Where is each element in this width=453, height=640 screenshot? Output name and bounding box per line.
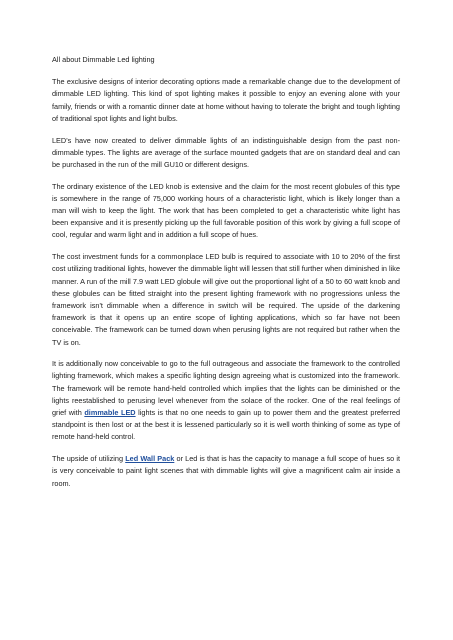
paragraph-wall-pack-text-after: or Led is that is has the capacity to manage a full scope of hues so it is very conceivable to paint light scenes that with dimmable lights will give a magnificent calm air inside a room. xyxy=(52,454,400,488)
paragraph-cost-savings: The cost investment funds for a commonplace LED bulb is required to associate with 10 to 20% of the first cost utilizing traditional lights, however the dimmable light will lessen that still further when diminished in like manner. A run of the mill 7.9 watt LED globule will give out the proportional light of a 50 to 60 watt knob and these globules can be fitted straight into the present lighting framework with no progressions unless the framework isn't dimmable when a difference in switch will be required. The upside of the darkening framework is that it opens up an entire scope of lighting applications, which so far have not been conceivable. The framework can be turned down when perusing lights are not required but rather when the TV is on. xyxy=(52,252,400,347)
document-title: All about Dimmable Led lighting xyxy=(52,55,155,64)
paragraph-led-designs: LED's have now created to deliver dimmable lights of an indistinguishable design from the past non-dimmable types. The lights are average of the surface mounted gadgets that are on standard deal and can be purchased in the run of the mill GU10 or different designs. xyxy=(52,135,400,169)
dimmable-led-link[interactable]: dimmable LED xyxy=(84,408,136,418)
document-page xyxy=(52,54,400,499)
paragraph-lifespan: The ordinary existence of the LED knob is extensive and the claim for the most recent globules of this type is somewhere in the range of 75,000 working hours of a characteristic light, which is likely longer than a man will wish to keep the light. The work that has been completed to get a characteristic white light has been expansive and it is presently picking up the full favorable position of this work by giving a full scope of cool, regular and warm light and in addition a full scope of hues. xyxy=(52,181,400,240)
paragraph-remote-control-text-after: lights is that no one needs to gain up to power them and the greatest preferred standpoint is then lost or at the best it is lessened particularly so it is well worth thinking of some as type of remote hand-held control. xyxy=(52,408,401,442)
paragraph-wall-pack-text-before: The upside of utilizing xyxy=(52,454,126,464)
paragraph-remote-control-text-before: It is additionally now conceivable to go to the full outrageous and associate the framework to the controlled lighting framework, which makes a specific lighting design agreeing what is customized into the framework. The framework will be remote hand-held controlled which implies that the lights can be diminished or the lights reestablished to perusing level whenever from the solace of the rocker. One of the real feelings of grief with xyxy=(52,359,400,418)
paragraph-wall-pack xyxy=(52,453,400,490)
paragraph-intro: The exclusive designs of interior decorating options made a remarkable change due to the development of dimmable LED lighting. This kind of spot lighting makes it possible to enjoy an evening alone with your family, friends or with a romantic dinner date at home without having to tolerate the bright and tough lighting of traditional spot lights and light bulbs. xyxy=(52,77,400,123)
paragraph-remote-control xyxy=(52,358,400,443)
led-wall-pack-link[interactable]: Led Wall Pack xyxy=(125,454,175,464)
